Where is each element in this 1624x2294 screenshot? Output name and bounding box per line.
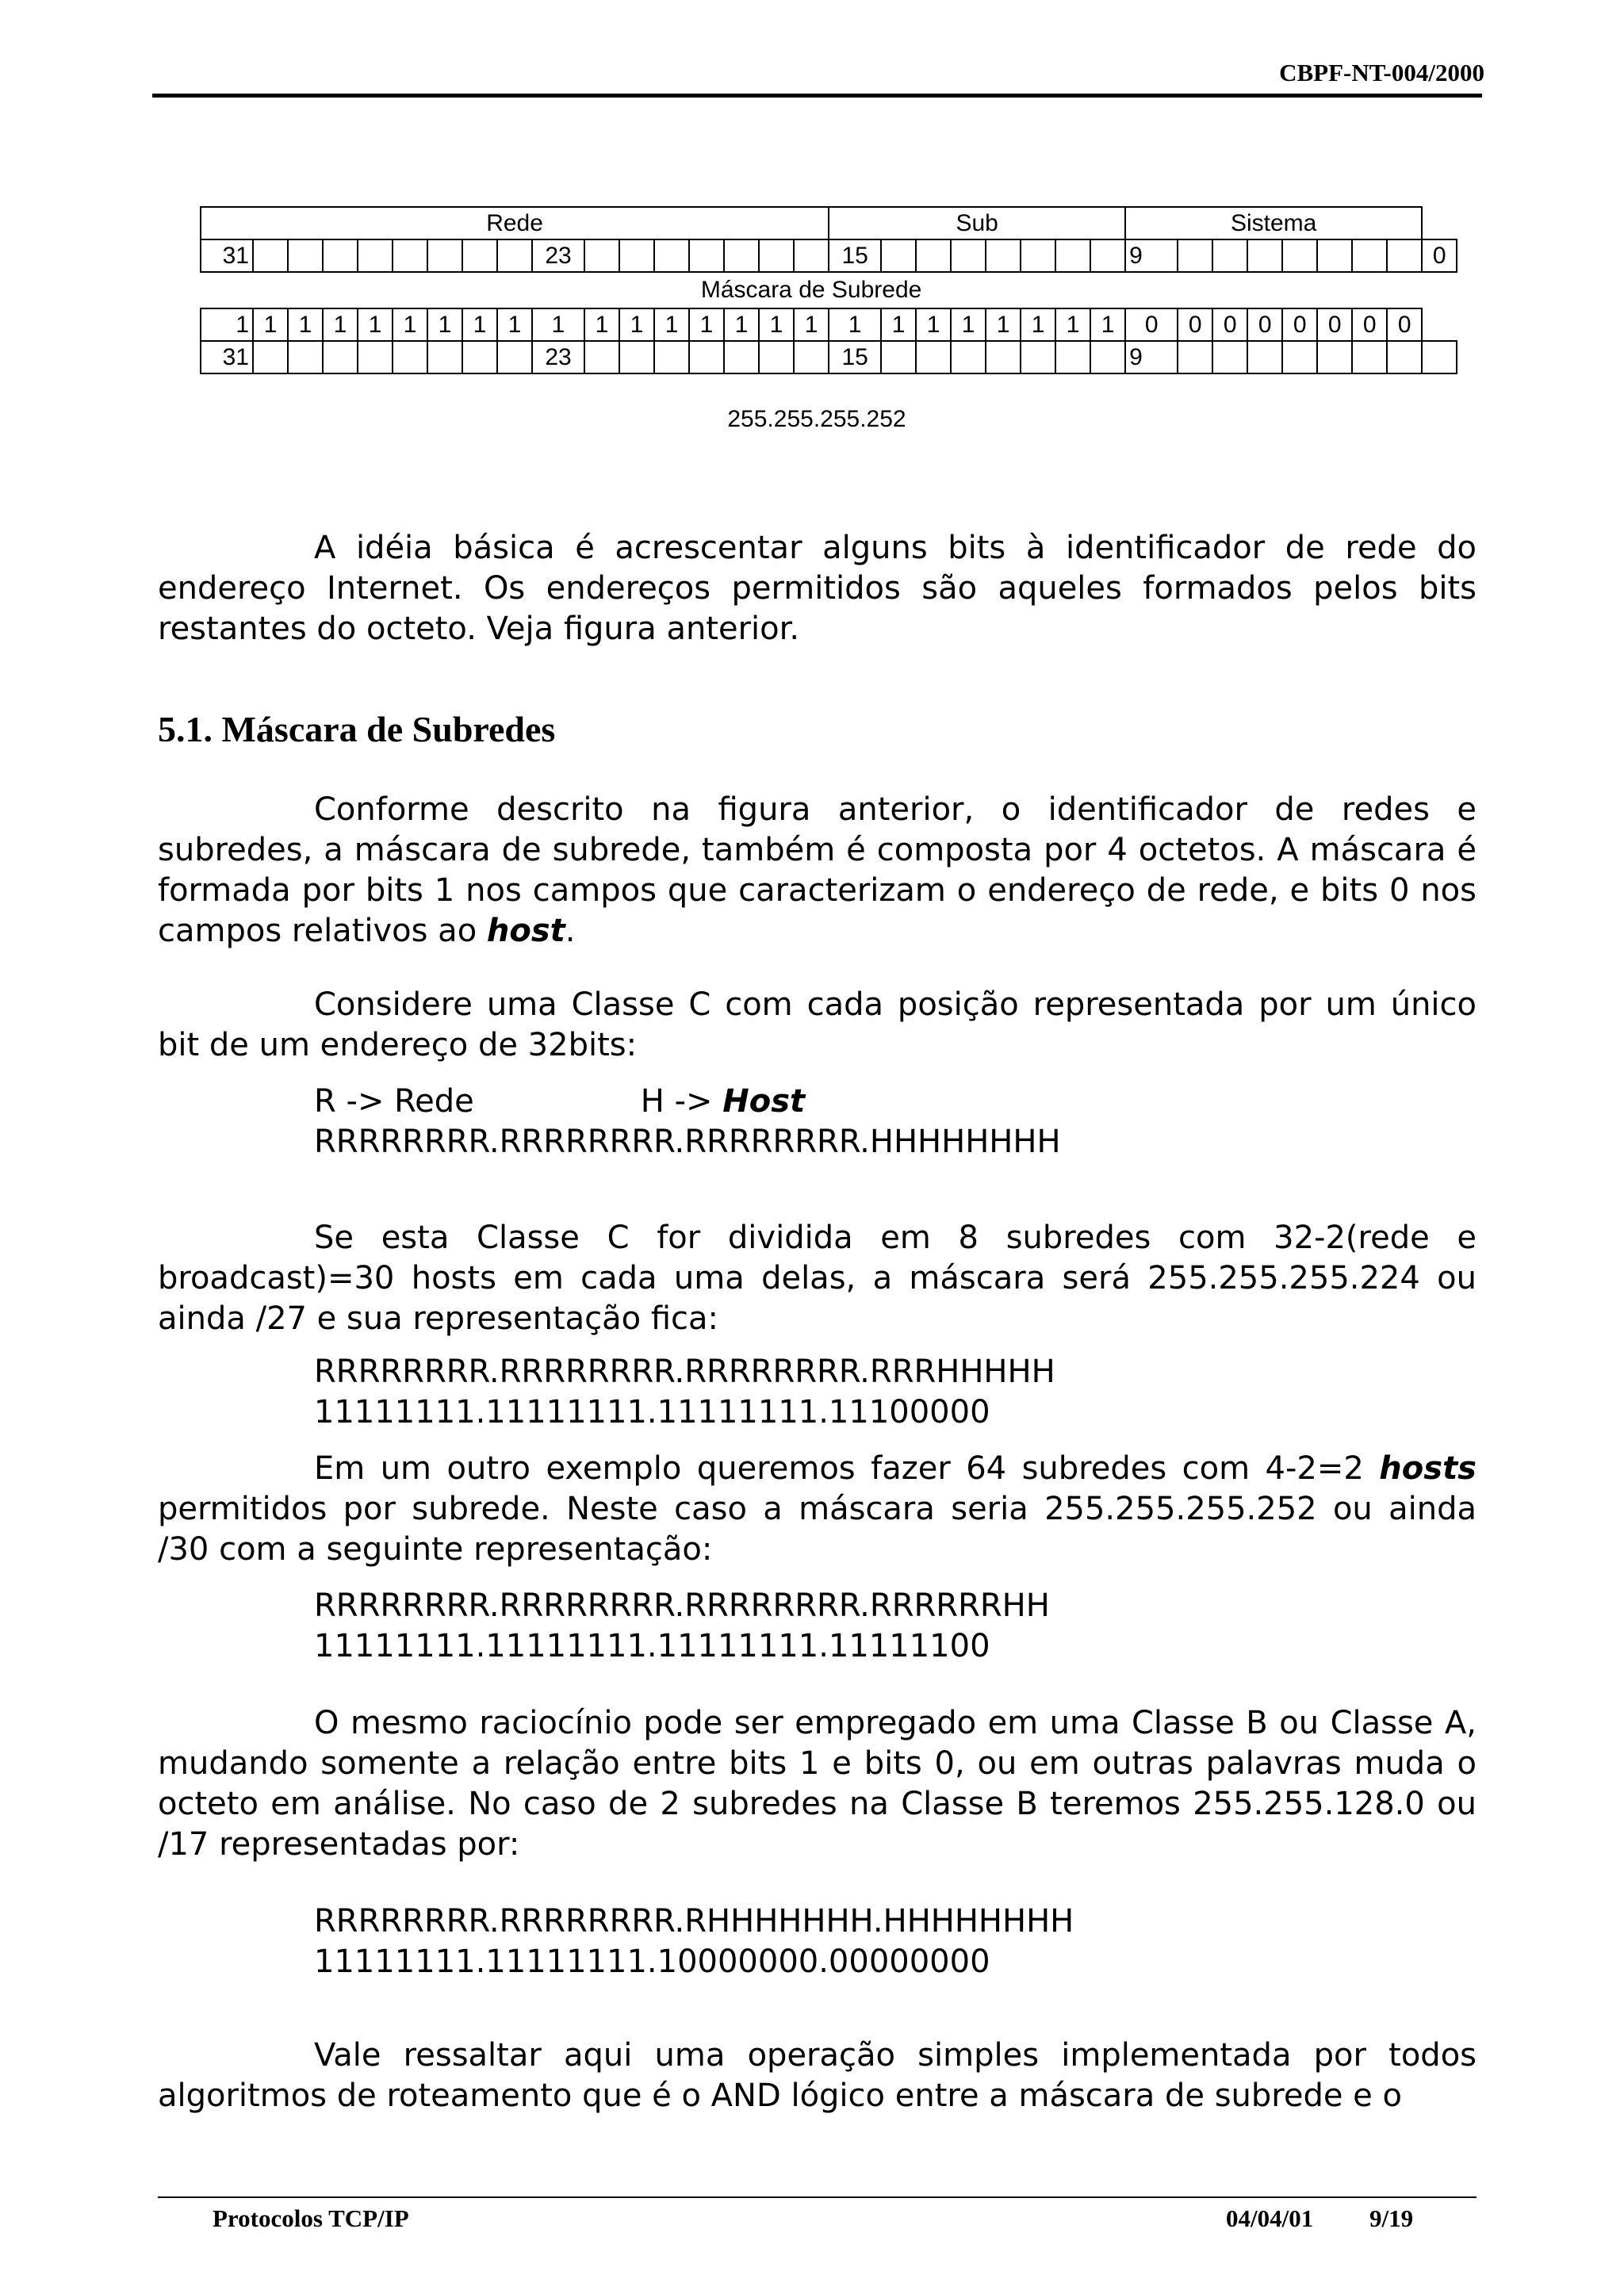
mask-bit: 1 — [986, 308, 1021, 341]
field-label-row — [201, 207, 1457, 239]
example-17-pattern: RRRRRRRR.RRRRRRRR.RHHHHHHH.HHHHHHHH — [314, 1903, 1074, 1940]
bit-position-9: 9 — [1125, 341, 1178, 373]
mask-bit: 1 — [724, 308, 759, 341]
paragraph-class-c: Considere uma Classe C com cada posição representada por um único bit de um endereço de 32bits: — [158, 986, 1477, 1063]
footer-title: Protocolos TCP/IP — [213, 2204, 409, 2232]
mask-bit: 1 — [1021, 308, 1055, 341]
mask-bit: 1 — [358, 308, 393, 341]
mask-bit: 1 — [497, 308, 532, 341]
example-17-bits: 11111111.11111111.10000000.00000000 — [314, 1944, 990, 1980]
footer-rule — [158, 2196, 1477, 2198]
example-27-bits: 11111111.11111111.11111111.11100000 — [314, 1394, 990, 1430]
document-code: CBPF-NT-004/2000 — [1279, 59, 1484, 86]
mask-bit: 0 — [1125, 308, 1178, 341]
paragraph-text: Conforme descrito na figura anterior, o identificador de redes e subredes, a máscara de subrede, também é composta por 4 octetos. A máscara é formada por bits 1 nos campos que caracterizam o endereço de rede, e bits 0 nos campos relativos ao — [158, 791, 1477, 949]
paragraph-8-subnets: Se esta Classe C for dividida em 8 subredes com 32-2(rede e broadcast)=30 hosts em cada uma delas, a máscara será 255.255.255.224 ou ainda /27 e sua representação fica: — [158, 1220, 1477, 1337]
mask-bit: 1 — [427, 308, 462, 341]
paragraph-mask-description — [158, 790, 1477, 952]
mask-bit: 0 — [1317, 308, 1352, 341]
legend-rede: R -> Rede — [314, 1083, 474, 1120]
paragraph-text: permitidos por subrede. Neste caso a máscara seria 255.255.255.252 ou ainda /30 com a seguinte representação: — [158, 1491, 1477, 1568]
emphasis-host: host — [486, 913, 565, 949]
footer-date: 04/04/01 — [1226, 2204, 1314, 2232]
mask-bit: 1 — [759, 308, 794, 341]
bit-position-23: 23 — [532, 341, 584, 373]
paragraph-intro: A idéia básica é acrescentar alguns bits à identificador de rede do endereço Internet. Os endereços permitidos são aqueles formados pelos bits restantes do octeto. Veja figura anterior. — [158, 530, 1477, 647]
bit-position-31: 31 — [201, 341, 253, 373]
mask-bit: 1 — [532, 308, 584, 341]
mask-bit: 1 — [1055, 308, 1090, 341]
mask-bit: 0 — [1352, 308, 1387, 341]
bit-position-9: 9 — [1125, 239, 1178, 272]
footer-page-number: 9/19 — [1369, 2204, 1414, 2232]
bit-position-31: 31 — [201, 239, 253, 272]
legend-host: Host — [722, 1083, 806, 1120]
paragraph-class-b: O mesmo raciocínio pode ser empregado em uma Classe B ou Classe A, mudando somente a relação entre bits 1 e bits 0, ou em outras palavras muda o octeto em análise. No caso de 2 subredes na Classe B teremos 255.255.128.0 ou /17 representadas por: — [158, 1705, 1477, 1863]
mask-bit: 0 — [1212, 308, 1247, 341]
field-label-sub: Sub — [829, 207, 1125, 239]
mask-bit: 0 — [1247, 308, 1282, 341]
mask-bit: 1 — [1090, 308, 1125, 341]
bit-position-row — [201, 239, 1457, 272]
legend-line — [314, 1082, 805, 1122]
header-rule — [152, 94, 1482, 98]
bit-position-0: 0 — [1422, 239, 1457, 272]
mask-bit: 1 — [951, 308, 986, 341]
mask-title-row — [201, 272, 1457, 308]
mask-title: Máscara de Subrede — [700, 277, 922, 303]
mask-bit: 1 — [829, 308, 881, 341]
example-30-pattern: RRRRRRRR.RRRRRRRR.RRRRRRRR.RRRRRRHH — [314, 1587, 1050, 1624]
bit-position-row-bottom — [201, 341, 1457, 373]
example-class-c-pattern: RRRRRRRR.RRRRRRRR.RRRRRRRR.HHHHHHHH — [314, 1124, 1061, 1160]
mask-bit: 1 — [393, 308, 427, 341]
paragraph-text: . — [565, 913, 576, 949]
paragraph-64-subnets — [158, 1449, 1477, 1570]
mask-bit: 1 — [654, 308, 689, 341]
mask-bit: 1 — [689, 308, 724, 341]
mask-bit: 1 — [584, 308, 619, 341]
bit-position-15: 15 — [829, 341, 881, 373]
section-title: 5.1. Máscara de Subredes — [158, 709, 556, 749]
emphasis-hosts: hosts — [1379, 1450, 1477, 1487]
mask-decimal-caption: 255.255.255.252 — [727, 406, 906, 432]
field-label-sistema: Sistema — [1125, 207, 1422, 239]
mask-bit: 1 — [916, 308, 951, 341]
field-label-rede: Rede — [201, 207, 829, 239]
mask-bit: 1 — [253, 308, 288, 341]
mask-bit: 0 — [1387, 308, 1422, 341]
example-30-bits: 11111111.11111111.11111111.11111100 — [314, 1628, 990, 1664]
paragraph-and-operation: Vale ressaltar aqui uma operação simples implementada por todos algoritmos de roteamento que é o AND lógico entre a máscara de subrede e o — [158, 2037, 1477, 2114]
mask-bit: 1 — [881, 308, 916, 341]
mask-bit: 1 — [462, 308, 497, 341]
mask-bit: 1 — [323, 308, 358, 341]
mask-bit: 1 — [288, 308, 323, 341]
example-27-pattern: RRRRRRRR.RRRRRRRR.RRRRRRRR.RRRHHHHH — [314, 1354, 1055, 1390]
mask-bit: 1 — [794, 308, 829, 341]
mask-bit: 1 — [619, 308, 654, 341]
mask-bit: 1 — [201, 308, 253, 341]
mask-bits-row — [201, 308, 1457, 341]
bit-position-23: 23 — [532, 239, 584, 272]
bit-position-15: 15 — [829, 239, 881, 272]
paragraph-text: Em um outro exemplo queremos fazer 64 subredes com 4-2=2 — [314, 1450, 1380, 1487]
legend-host-prefix: H -> — [640, 1083, 723, 1120]
mask-bit: 0 — [1178, 308, 1212, 341]
subnet-mask-figure — [200, 206, 1457, 374]
mask-bit: 0 — [1282, 308, 1317, 341]
